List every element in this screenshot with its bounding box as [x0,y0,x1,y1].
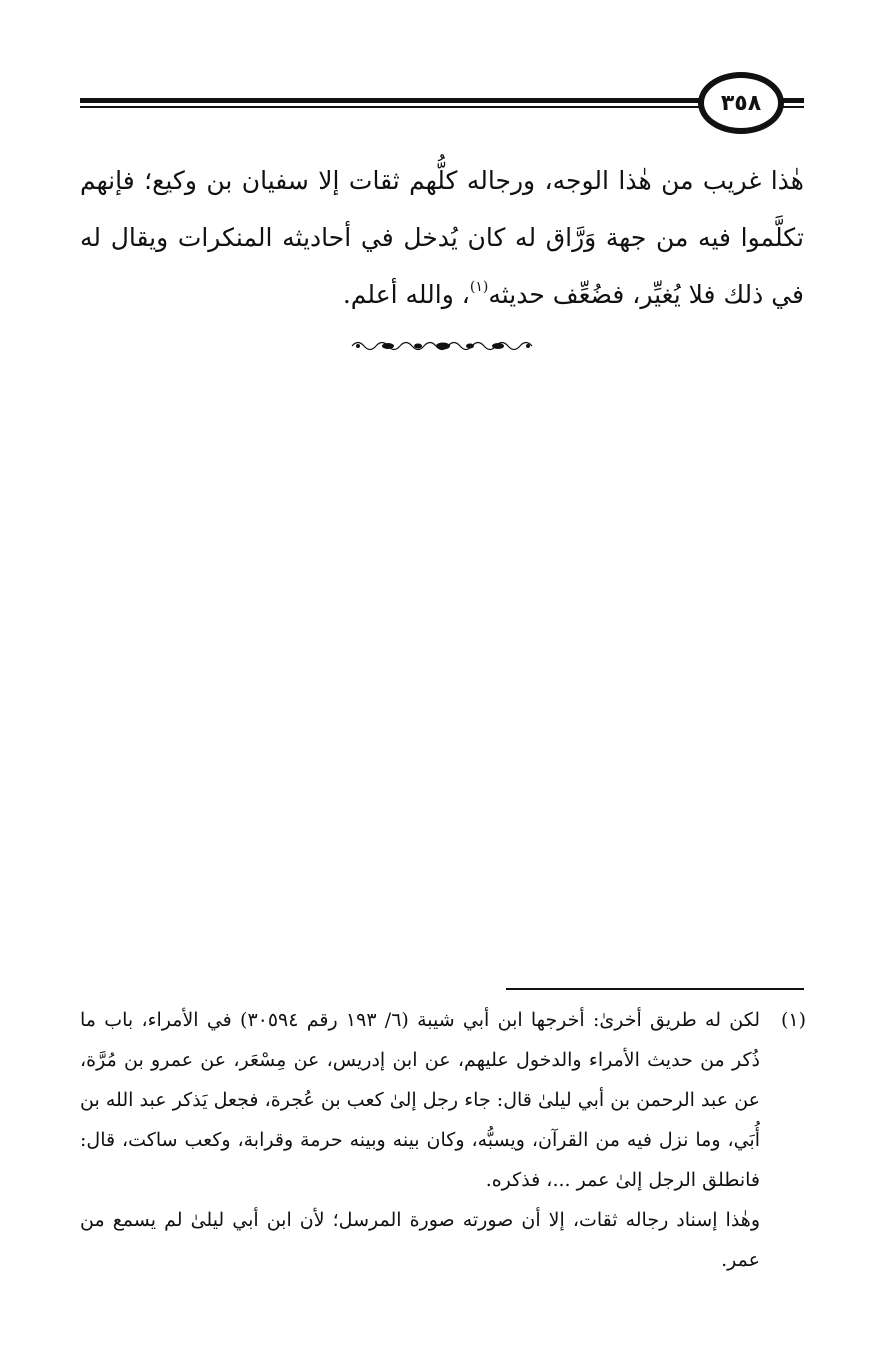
main-paragraph [80,152,804,323]
main-paragraph-ending: ، والله أعلم. [342,280,470,309]
floral-divider-icon [348,336,538,356]
footnote-paragraph: وهٰذا إسناد رجاله ثقات، إلا أن صورته صورة المرسل؛ لأن ابن أبي ليلىٰ لم يسمع من عمر. [80,1209,760,1271]
footnote-body [80,1000,760,1280]
main-paragraph-text: هٰذا غريب من هٰذا الوجه، ورجاله كلُّهم ثقات إلا سفيان بن وكيع؛ فإنهم تكلَّموا فيه من جهة وَرَّاق له كان يُدخل في أحاديثه المنكرات ويقال له في ذلك فلا يُغيِّر، فضُعِّف حديثه [80,166,804,309]
footnote-number: (١) [780,1009,806,1031]
main-text [80,152,804,323]
header-rule-thin [80,106,710,108]
footnotes [80,1000,806,1280]
page-header [80,72,804,136]
footnote-reference[interactable]: (١) [469,279,489,295]
footnote-paragraph: لكن له طريق أخرىٰ: أخرجها ابن أبي شيبة (٦/ ١٩٣ رقم ٣٠٥٩٤) في الأمراء، باب ما ذُكر من حديث الأمراء والدخول عليهم، عن ابن إدريس، عن مِسْعَر، عن عمرو بن مُرَّة، عن عبد الرحمن بن أبي ليلىٰ قال: جاء رجل إلىٰ كعب بن عُجرة، فجعل يَذكر عبد الله بن أُبَي، وما نزل فيه من القرآن، ويسبُّه، وكان بينه وبينه حرمة وقرابة، وكعب ساكت، قال: فانطلق الرجل إلىٰ عمر ...، فذكره. [80,1009,760,1191]
page-number: ٣٥٨ [698,72,784,134]
footnote-separator [506,988,804,990]
footnote-item [80,1000,806,1280]
header-rule-thick [80,98,710,103]
